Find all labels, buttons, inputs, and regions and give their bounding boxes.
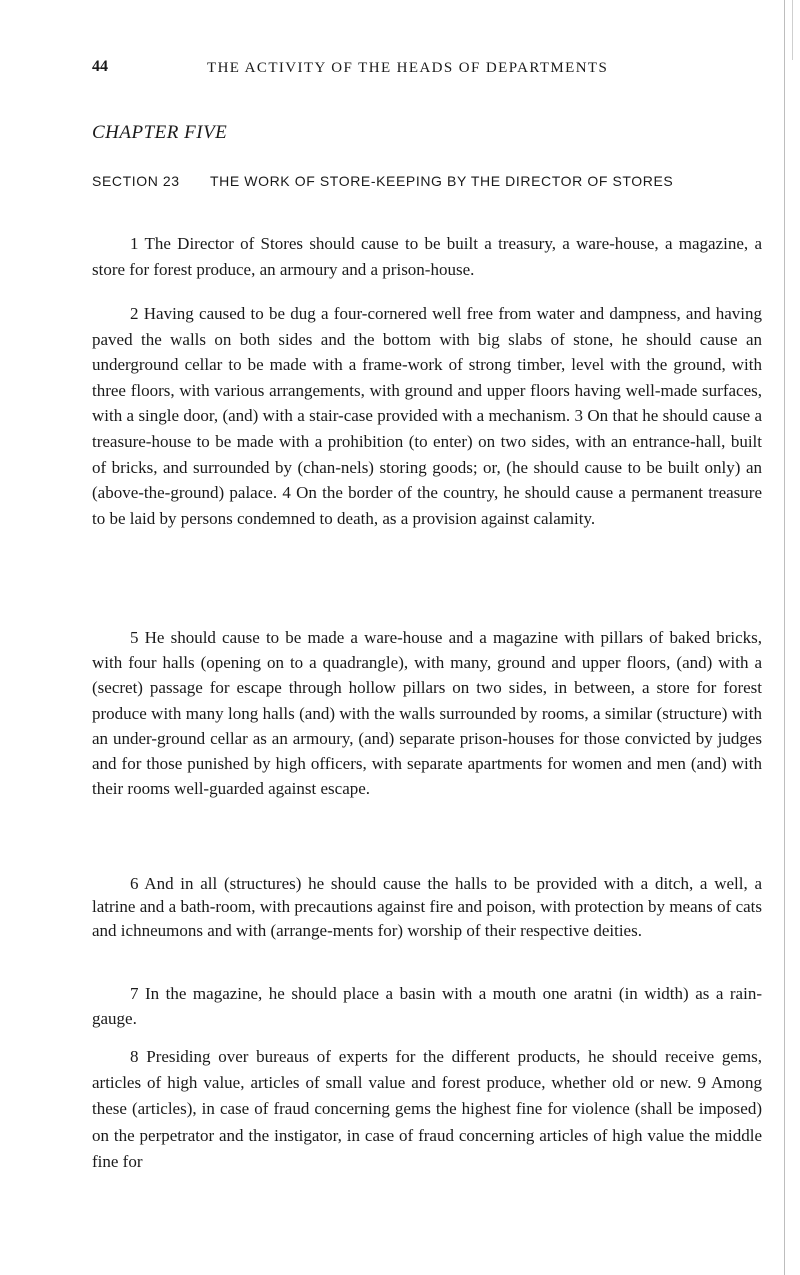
paragraph: 7 In the magazine, he should place a basin with a mouth one aratni (in width) as a rain-gauge. (92, 984, 762, 1028)
section-title: THE WORK OF STORE-KEEPING BY THE DIRECTOR OF STORES (210, 173, 674, 189)
running-head-title: THE ACTIVITY OF THE HEADS OF DEPARTMENTS (207, 60, 609, 76)
paragraph: 2 Having caused to be dug a four-cornered well free from water and dampness, and having paved the walls on both sides and the bottom with big slabs of stone, he should cause an underground cellar to be made with a frame-work of strong timber, level with the ground, with three floors, with various arrangements, with ground and upper floors having well-made surfaces, with a single door, (and) with a stair-case provided with a mechanism. 3 On that he should cause a treasure-house to be made with a prohibition (to enter) on two sides, with an entrance-hall, built of bricks, and surrounded by (chan-nels) storing goods; or, (he should cause to be built only) an (above-the-ground) palace. 4 On the border of the country, he should cause a permanent treasure to be laid by persons condemned to death, as a provision against calamity. (92, 304, 762, 528)
page-number: 44 (92, 58, 108, 75)
section-label: SECTION 23 (92, 173, 180, 189)
scan-edge-line (784, 0, 785, 1275)
paragraph: 5 He should cause to be made a ware-house and a magazine with pillars of baked bricks, with four halls (opening on to a quadrangle), with many, ground and upper floors, (and) with a (secret) passage for escape through hollow pillars on two sides, in between, a store for forest produce with many long halls (and) with the walls surrounded by rooms, a similar (structure) with an under-ground cellar as an armoury, (and) separate prison-houses for those convicted by judges and for those punished by high officers, with separate apartments for women and men (and) with their rooms well-guarded against escape. (92, 628, 762, 799)
paragraph: 6 And in all (structures) he should cause the halls to be provided with a ditch, a well, a latrine and a bath-room, with precautions against fire and poison, with protection by means of cats and ichneumons and with (arrange-ments for) worship of their respective deities. (92, 874, 762, 940)
scan-edge-line (792, 0, 793, 60)
paragraph: 8 Presiding over bureaus of experts for the different products, he should receive gems, articles of high value, articles of small value and forest produce, whether old or new. 9 Among these (articles), in case of fraud concerning gems the highest fine for violence (shall be imposed) on the perpetrator and the instigator, in case of fraud concerning articles of high value the middle fine for (92, 1047, 762, 1171)
running-head (92, 58, 762, 84)
chapter-title: CHAPTER FIVE (92, 122, 228, 143)
paragraph: 1 The Director of Stores should cause to be built a treasury, a ware-house, a magazine, a store for forest produce, an armoury and a prison-house. (92, 234, 762, 279)
